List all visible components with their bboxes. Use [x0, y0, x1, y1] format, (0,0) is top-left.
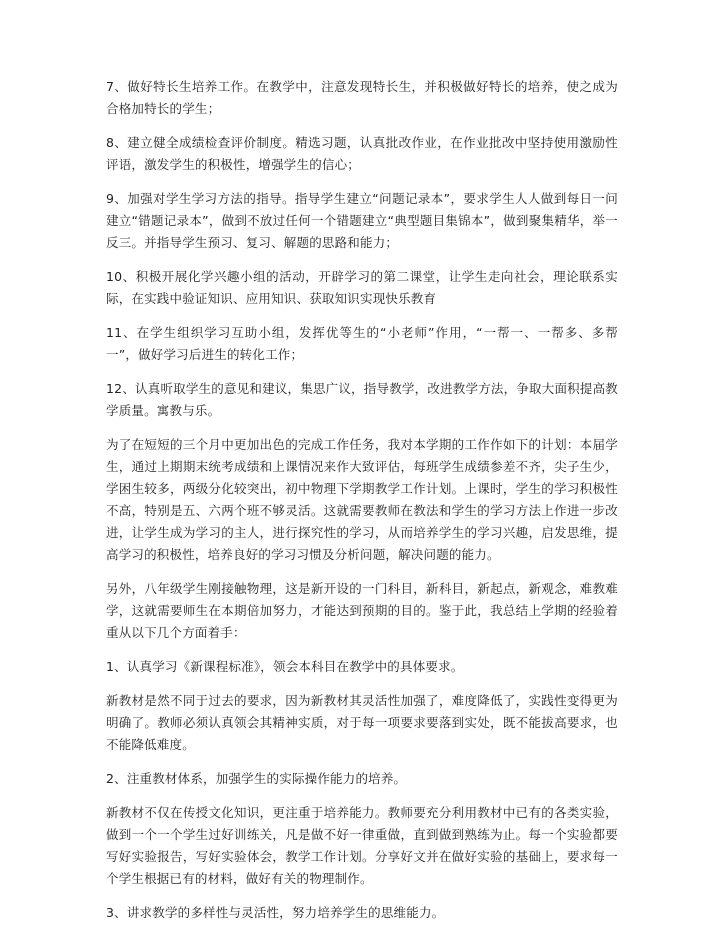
paragraph-point-1-body: 新教材是然不同于过去的要求，因为新教材其灵活性加强了，难度降低了，实践性变得更为明确了。教师必须认真领会其精神实质，对于每一项要求要落到实处，既不能拔高要求，也不能降低难度。: [106, 693, 618, 752]
paragraph-plan-intro: 为了在短短的三个月中更加出色的完成工作任务，我对本学期的工作作如下的计划：本届学生，通过上期期末统考成绩和上课情况来作大致评估，每班学生成绩参差不齐，尖子生少，学困生较多，两级分化较突出，初中物理下学期教学工作计划。上课时，学生的学习积极性不高，特别是五、六两个班不够灵活。这就需要教师在教法和学生的学习方法上作进一步改进，让学生成为学习的主人，进行探究性的学习，从而培养学生的学习兴趣，启发思维，提高学习的积极性，培养良好的学习习惯及分析问题，解决问题的能力。: [106, 437, 618, 562]
paragraph-point-1-heading: 1、认真学习《新课程标准》，领会本科目在教学中的具体要求。: [106, 659, 464, 674]
paragraph-point-2-heading: 2、注重教材体系，加强学生的实际操作能力的培养。: [106, 771, 407, 786]
paragraph-item-10: 10、积极开展化学兴趣小组的活动，开辟学习的第二课堂，让学生走向社会，理论联系实际，在实践中验证知识、应用知识、获取知识实现快乐教育: [106, 269, 618, 306]
paragraph-item-9: 9、加强对学生学习方法的指导。指导学生建立“问题记录本”，要求学生人人做到每日一问建立“错题记录本”，做到不放过任何一个错题建立“典型题目集锦本”，做到聚集精华，举一反三。并指导学生预习、复习、解题的思路和能力；: [106, 191, 618, 250]
paragraph-point-3-heading: 3、讲求教学的多样性与灵活性，努力培养学生的思维能力。: [106, 905, 445, 920]
paragraph-grade-eight: 另外，八年级学生刚接触物理，这是新开设的一门科目，新科目，新起点，新观念，难教难学，这就需要师生在本期倍加努力，才能达到预期的目的。鉴于此，我总结上学期的经验着重从以下几个方面着手：: [106, 581, 618, 640]
document-body: [106, 76, 618, 936]
paragraph-point-2-body: 新教材不仅在传授文化知识，更注重于培养能力。教师要充分利用教材中已有的各类实验，做到一个一个学生过好训练关，凡是做不好一律重做，直到做到熟练为止。每一个实验都要写好实验报告，写好实验体会，教学工作计划。分享好文并在做好实验的基础上，要求每一个学生根据已有的材料，做好有关的物理制作。: [106, 805, 618, 886]
paragraph-item-8: 8、建立健全成绩检查评价制度。精选习题，认真批改作业，在作业批改中坚持使用激励性评语，激发学生的积极性，增强学生的信心；: [106, 135, 618, 172]
paragraph-item-11: 11、在学生组织学习互助小组，发挥优等生的“小老师”作用，“一帮一、一帮多、多帮一”，做好学习后进生的转化工作；: [106, 325, 618, 362]
paragraph-item-7: 7、做好特长生培养工作。在教学中，注意发现特长生，并积极做好特长的培养，使之成为合格加特长的学生；: [106, 79, 618, 116]
paragraph-item-12: 12、认真听取学生的意见和建议，集思广议，指导教学，改进教学方法，争取大面积提高教学质量。寓教与乐。: [106, 381, 618, 418]
